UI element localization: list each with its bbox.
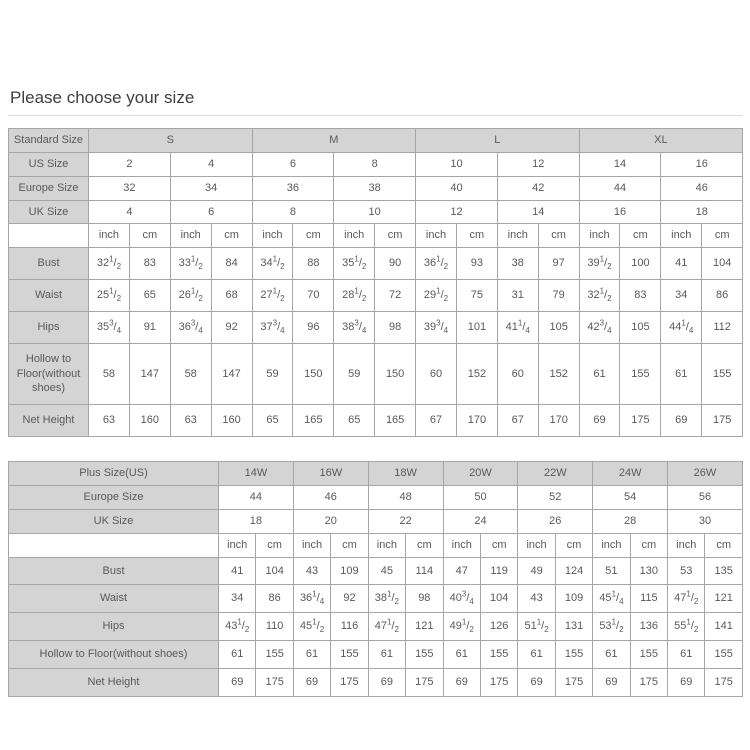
unit-cm-cell: cm [555, 533, 592, 557]
measurement-cell: $51^1/_2$ [518, 613, 555, 641]
measurement-cell: 126 [480, 613, 517, 641]
size-value-cell: 10 [334, 200, 416, 224]
measurement-cell: $32^1/_2$ [579, 280, 620, 312]
corner-label: Standard Size [9, 129, 89, 153]
unit-cm-cell: cm [702, 224, 743, 248]
measurement-cell: 155 [406, 641, 443, 669]
measurement-cell: 69 [368, 668, 405, 696]
size-group-header: M [252, 129, 416, 153]
measurement-row [9, 280, 743, 312]
size-value-cell: 16 [579, 200, 661, 224]
row-label: UK Size [9, 509, 219, 533]
measurement-cell: $36^1/_2$ [416, 248, 457, 280]
measurement-cell: 110 [256, 613, 293, 641]
measurement-cell: 86 [702, 280, 743, 312]
row-label: Hollow to Floor(without shoes) [9, 641, 219, 669]
measurement-cell: 47 [443, 557, 480, 585]
unit-inch-cell: inch [518, 533, 555, 557]
size-value-cell: 48 [368, 485, 443, 509]
row-label: US Size [9, 152, 89, 176]
measurement-cell: 152 [538, 343, 579, 405]
row-label: Hips [9, 613, 219, 641]
measurement-cell: 150 [375, 343, 416, 405]
measurement-cell: 165 [293, 405, 334, 437]
measurement-cell: 67 [497, 405, 538, 437]
measurement-cell: 34 [661, 280, 702, 312]
measurement-cell: 175 [331, 668, 368, 696]
measurement-cell: 109 [555, 585, 592, 613]
measurement-cell: 109 [331, 557, 368, 585]
size-group-header-row [9, 129, 743, 153]
size-group-header-row [9, 462, 743, 486]
measurement-cell: 175 [256, 668, 293, 696]
measurement-cell: 155 [705, 641, 742, 669]
measurement-cell: 92 [211, 311, 252, 343]
unit-cm-cell: cm [456, 224, 497, 248]
size-conversion-row [9, 176, 743, 200]
measurement-cell: $40^3/_4$ [443, 585, 480, 613]
measurement-cell: 114 [406, 557, 443, 585]
measurement-cell: 59 [334, 343, 375, 405]
measurement-cell: $49^1/_2$ [443, 613, 480, 641]
measurement-cell: 147 [129, 343, 170, 405]
size-group-header: 26W [668, 462, 743, 486]
unit-cm-cell: cm [620, 224, 661, 248]
measurement-cell: 155 [256, 641, 293, 669]
measurement-cell: 61 [368, 641, 405, 669]
unit-cm-cell: cm [480, 533, 517, 557]
measurement-cell: 152 [456, 343, 497, 405]
measurement-row [9, 405, 743, 437]
measurement-cell: $44^1/_4$ [661, 311, 702, 343]
row-label: Net Height [9, 668, 219, 696]
measurement-cell: $38^1/_2$ [368, 585, 405, 613]
measurement-cell: 79 [538, 280, 579, 312]
size-value-cell: 44 [219, 485, 294, 509]
size-conversion-row [9, 485, 743, 509]
measurement-cell: 165 [375, 405, 416, 437]
measurement-cell: $47^1/_2$ [668, 585, 705, 613]
unit-inch-cell: inch [668, 533, 705, 557]
measurement-cell: $29^1/_2$ [416, 280, 457, 312]
measurement-row [9, 613, 743, 641]
measurement-cell: 69 [668, 668, 705, 696]
unit-inch-cell: inch [497, 224, 538, 248]
measurement-cell: $37^3/_4$ [252, 311, 293, 343]
measurement-cell: 88 [293, 248, 334, 280]
measurement-cell: 116 [331, 613, 368, 641]
measurement-row [9, 343, 743, 405]
measurement-cell: 121 [705, 585, 742, 613]
measurement-cell: $39^1/_2$ [579, 248, 620, 280]
size-group-header: S [89, 129, 253, 153]
unit-cm-cell: cm [705, 533, 742, 557]
row-label: Waist [9, 585, 219, 613]
measurement-cell: 69 [661, 405, 702, 437]
unit-inch-cell: inch [661, 224, 702, 248]
row-label: Hollow to Floor(without shoes) [9, 343, 89, 405]
size-group-header: 18W [368, 462, 443, 486]
measurement-cell: 155 [630, 641, 667, 669]
measurement-cell: 69 [443, 668, 480, 696]
measurement-cell: 155 [702, 343, 743, 405]
measurement-cell: $39^3/_4$ [416, 311, 457, 343]
measurement-cell: 49 [518, 557, 555, 585]
measurement-row [9, 557, 743, 585]
measurement-cell: 175 [406, 668, 443, 696]
unit-inch-cell: inch [579, 224, 620, 248]
unit-cm-cell: cm [406, 533, 443, 557]
measurement-cell: 175 [555, 668, 592, 696]
measurement-cell: 124 [555, 557, 592, 585]
plus-size-table [8, 461, 743, 697]
measurement-cell: $32^1/_2$ [89, 248, 130, 280]
size-value-cell: 14 [497, 200, 579, 224]
size-group-header: XL [579, 129, 743, 153]
measurement-cell: 43 [293, 557, 330, 585]
size-group-header: 20W [443, 462, 518, 486]
measurement-cell: 41 [219, 557, 256, 585]
measurement-cell: $28^1/_2$ [334, 280, 375, 312]
size-value-cell: 18 [661, 200, 743, 224]
measurement-cell: 43 [518, 585, 555, 613]
size-value-cell: 54 [593, 485, 668, 509]
measurement-cell: 175 [702, 405, 743, 437]
size-value-cell: 12 [416, 200, 498, 224]
measurement-cell: 150 [293, 343, 334, 405]
unit-cm-cell: cm [630, 533, 667, 557]
measurement-cell: $43^1/_2$ [219, 613, 256, 641]
unit-cm-cell: cm [375, 224, 416, 248]
measurement-cell: 175 [480, 668, 517, 696]
unit-cm-cell: cm [256, 533, 293, 557]
measurement-cell: $38^3/_4$ [334, 311, 375, 343]
measurement-cell: 160 [129, 405, 170, 437]
measurement-cell: 147 [211, 343, 252, 405]
size-value-cell: 30 [668, 509, 743, 533]
measurement-cell: 51 [593, 557, 630, 585]
size-value-cell: 52 [518, 485, 593, 509]
row-label: Europe Size [9, 176, 89, 200]
measurement-cell: 130 [630, 557, 667, 585]
size-value-cell: 8 [334, 152, 416, 176]
measurement-cell: $55^1/_2$ [668, 613, 705, 641]
measurement-cell: 61 [219, 641, 256, 669]
measurement-cell: 41 [661, 248, 702, 280]
measurement-cell: 45 [368, 557, 405, 585]
size-conversion-row [9, 509, 743, 533]
measurement-cell: $36^3/_4$ [170, 311, 211, 343]
measurement-cell: 61 [293, 641, 330, 669]
unit-inch-cell: inch [334, 224, 375, 248]
size-value-cell: 6 [170, 200, 252, 224]
measurement-cell: 97 [538, 248, 579, 280]
measurement-cell: 104 [702, 248, 743, 280]
size-value-cell: 46 [661, 176, 743, 200]
measurement-cell: 69 [518, 668, 555, 696]
size-value-cell: 50 [443, 485, 518, 509]
size-value-cell: 20 [293, 509, 368, 533]
page-title: Please choose your size [10, 88, 195, 107]
measurement-cell: 83 [620, 280, 661, 312]
row-label: Europe Size [9, 485, 219, 509]
measurement-cell: 61 [668, 641, 705, 669]
measurement-cell: 63 [170, 405, 211, 437]
measurement-cell: 121 [406, 613, 443, 641]
measurement-cell: $35^3/_4$ [89, 311, 130, 343]
measurement-cell: 61 [518, 641, 555, 669]
measurement-cell: 61 [593, 641, 630, 669]
measurement-cell: 59 [252, 343, 293, 405]
measurement-cell: $45^1/_2$ [293, 613, 330, 641]
unit-inch-cell: inch [593, 533, 630, 557]
measurement-cell: 63 [89, 405, 130, 437]
unit-cm-cell: cm [211, 224, 252, 248]
unit-inch-cell: inch [293, 533, 330, 557]
unit-inch-cell: inch [170, 224, 211, 248]
measurement-cell: 104 [480, 585, 517, 613]
unit-row-spacer [9, 533, 219, 557]
measurement-cell: 69 [293, 668, 330, 696]
measurement-cell: $47^1/_2$ [368, 613, 405, 641]
measurement-cell: 160 [211, 405, 252, 437]
measurement-cell: 96 [293, 311, 334, 343]
size-value-cell: 12 [497, 152, 579, 176]
size-value-cell: 40 [416, 176, 498, 200]
standard-size-table [8, 128, 743, 437]
size-value-cell: 26 [518, 509, 593, 533]
measurement-cell: 155 [331, 641, 368, 669]
measurement-cell: 98 [406, 585, 443, 613]
size-value-cell: 36 [252, 176, 334, 200]
measurement-cell: 31 [497, 280, 538, 312]
measurement-cell: 69 [579, 405, 620, 437]
unit-inch-cell: inch [219, 533, 256, 557]
title-divider [8, 115, 742, 116]
measurement-cell: 70 [293, 280, 334, 312]
size-value-cell: 32 [89, 176, 171, 200]
measurement-cell: $45^1/_4$ [593, 585, 630, 613]
row-label: Waist [9, 280, 89, 312]
measurement-cell: $33^1/_2$ [170, 248, 211, 280]
measurement-cell: 69 [593, 668, 630, 696]
measurement-cell: 141 [705, 613, 742, 641]
measurement-cell: 155 [555, 641, 592, 669]
measurement-cell: 75 [456, 280, 497, 312]
measurement-cell: 65 [252, 405, 293, 437]
measurement-cell: $35^1/_2$ [334, 248, 375, 280]
measurement-cell: 34 [219, 585, 256, 613]
measurement-cell: 175 [630, 668, 667, 696]
size-value-cell: 16 [661, 152, 743, 176]
size-group-header: 16W [293, 462, 368, 486]
measurement-cell: 155 [480, 641, 517, 669]
measurement-cell: 58 [89, 343, 130, 405]
measurement-cell: 86 [256, 585, 293, 613]
measurement-cell: 170 [456, 405, 497, 437]
measurement-cell: $42^3/_4$ [579, 311, 620, 343]
unit-header-row [9, 224, 743, 248]
row-label: Bust [9, 248, 89, 280]
measurement-cell: $53^1/_2$ [593, 613, 630, 641]
measurement-cell: 38 [497, 248, 538, 280]
measurement-cell: 84 [211, 248, 252, 280]
measurement-row [9, 641, 743, 669]
size-value-cell: 4 [170, 152, 252, 176]
measurement-cell: 115 [630, 585, 667, 613]
measurement-cell: 69 [219, 668, 256, 696]
size-value-cell: 8 [252, 200, 334, 224]
measurement-cell: 83 [129, 248, 170, 280]
unit-cm-cell: cm [129, 224, 170, 248]
measurement-cell: 105 [620, 311, 661, 343]
measurement-cell: 175 [620, 405, 661, 437]
corner-label: Plus Size(US) [9, 462, 219, 486]
measurement-cell: 61 [579, 343, 620, 405]
measurement-cell: 68 [211, 280, 252, 312]
unit-header-row [9, 533, 743, 557]
size-value-cell: 28 [593, 509, 668, 533]
size-value-cell: 10 [416, 152, 498, 176]
measurement-cell: 58 [170, 343, 211, 405]
measurement-row [9, 585, 743, 613]
measurement-cell: $27^1/_2$ [252, 280, 293, 312]
measurement-cell: 170 [538, 405, 579, 437]
size-value-cell: 42 [497, 176, 579, 200]
measurement-cell: 119 [480, 557, 517, 585]
size-value-cell: 14 [579, 152, 661, 176]
size-conversion-row [9, 200, 743, 224]
measurement-cell: 67 [416, 405, 457, 437]
unit-inch-cell: inch [416, 224, 457, 248]
measurement-cell: 131 [555, 613, 592, 641]
measurement-cell: $41^1/_4$ [497, 311, 538, 343]
measurement-cell: 136 [630, 613, 667, 641]
measurement-cell: 93 [456, 248, 497, 280]
measurement-cell: $36^1/_4$ [293, 585, 330, 613]
size-value-cell: 24 [443, 509, 518, 533]
unit-cm-cell: cm [293, 224, 334, 248]
size-value-cell: 34 [170, 176, 252, 200]
measurement-cell: 98 [375, 311, 416, 343]
measurement-cell: 112 [702, 311, 743, 343]
size-value-cell: 46 [293, 485, 368, 509]
size-group-header: 22W [518, 462, 593, 486]
size-group-header: 24W [593, 462, 668, 486]
size-value-cell: 4 [89, 200, 171, 224]
unit-row-spacer [9, 224, 89, 248]
size-group-header: 14W [219, 462, 294, 486]
measurement-cell: 100 [620, 248, 661, 280]
measurement-row [9, 668, 743, 696]
measurement-row [9, 311, 743, 343]
measurement-cell: 72 [375, 280, 416, 312]
row-label: Net Height [9, 405, 89, 437]
size-value-cell: 22 [368, 509, 443, 533]
measurement-cell: 61 [443, 641, 480, 669]
size-value-cell: 38 [334, 176, 416, 200]
measurement-cell: 104 [256, 557, 293, 585]
size-value-cell: 56 [668, 485, 743, 509]
measurement-cell: 61 [661, 343, 702, 405]
measurement-cell: 101 [456, 311, 497, 343]
measurement-cell: 53 [668, 557, 705, 585]
measurement-row [9, 248, 743, 280]
row-label: Hips [9, 311, 89, 343]
unit-cm-cell: cm [538, 224, 579, 248]
measurement-cell: 90 [375, 248, 416, 280]
measurement-cell: $26^1/_2$ [170, 280, 211, 312]
measurement-cell: 105 [538, 311, 579, 343]
measurement-cell: 92 [331, 585, 368, 613]
unit-inch-cell: inch [89, 224, 130, 248]
measurement-cell: 91 [129, 311, 170, 343]
measurement-cell: 65 [334, 405, 375, 437]
measurement-cell: 60 [497, 343, 538, 405]
size-conversion-row [9, 152, 743, 176]
size-value-cell: 44 [579, 176, 661, 200]
size-value-cell: 18 [219, 509, 294, 533]
measurement-cell: 60 [416, 343, 457, 405]
size-value-cell: 2 [89, 152, 171, 176]
measurement-cell: $34^1/_2$ [252, 248, 293, 280]
measurement-cell: 65 [129, 280, 170, 312]
row-label: UK Size [9, 200, 89, 224]
unit-cm-cell: cm [331, 533, 368, 557]
measurement-cell: 135 [705, 557, 742, 585]
unit-inch-cell: inch [252, 224, 293, 248]
size-group-header: L [416, 129, 580, 153]
unit-inch-cell: inch [368, 533, 405, 557]
row-label: Bust [9, 557, 219, 585]
measurement-cell: $25^1/_2$ [89, 280, 130, 312]
measurement-cell: 155 [620, 343, 661, 405]
measurement-cell: 175 [705, 668, 742, 696]
unit-inch-cell: inch [443, 533, 480, 557]
size-value-cell: 6 [252, 152, 334, 176]
